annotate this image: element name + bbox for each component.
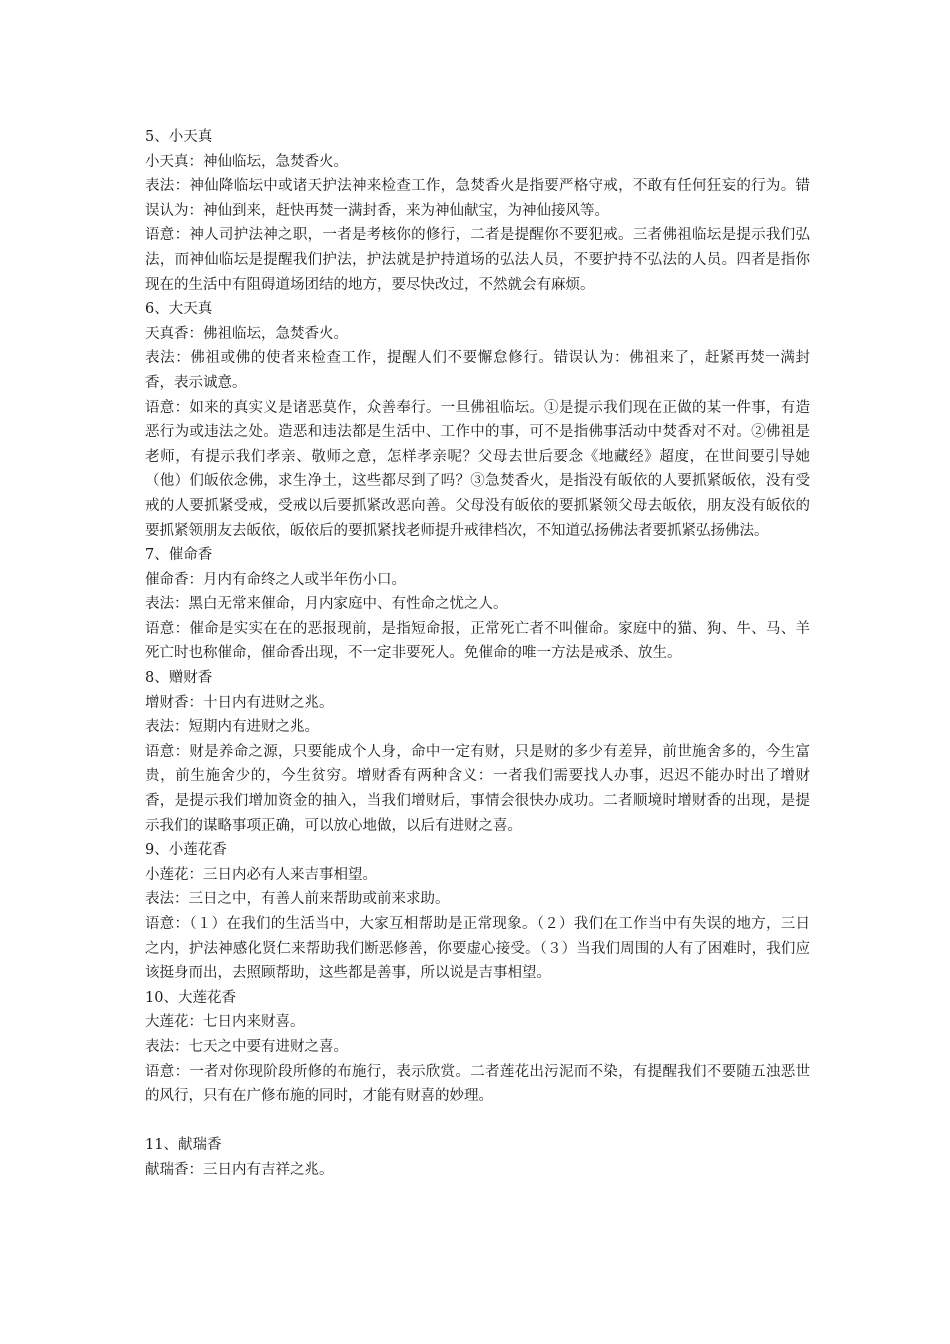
section-11 [145,1133,810,1182]
section-heading: 5、小天真 [145,129,213,145]
section-line: 语意：（１）在我们的生活当中，大家互相帮助是正常现象。（２）我们在工作当中有失误的地方，三日之内，护法神感化贤仁来帮助我们断恶修善，你要虚心接受。（３）当我们周围的人有了困难时，我们应该挺身而出，去照顾帮助，这些都是善事，所以说是吉事相望。 [145,916,810,982]
section-9 [145,838,810,986]
section-line: 语意：财是养命之源，只要能成个人身，命中一定有财，只是财的多少有差异，前世施舍多的，今生富贵，前生施舍少的，今生贫穷。增财香有两种含义：一者我们需要找人办事，迟迟不能办时出了增财香，是提示我们增加资金的抽入，当我们增财后，事情会很快办成功。二者顺境时增财香的出现，是提示我们的谋略事项正确，可以放心地做，以后有进财之喜。 [145,743,810,834]
section-line: 语意：一者对你现阶段所修的布施行，表示欣赏。二者莲花出污泥而不染，有提醒我们不要随五浊恶世的风行，只有在广修布施的同时，才能有财喜的妙理。 [145,1063,810,1105]
section-10 [145,986,810,1109]
section-heading: 8、赠财香 [145,670,213,687]
section-line: 语意：催命是实实在在的恶报现前，是指短命报，正常死亡者不叫催命。家庭中的猫、狗、牛、马、羊死亡时也称催命，催命香出现，不一定非要死人。免催命的唯一方法是戒杀、放生。 [145,620,810,662]
section-7 [145,543,810,666]
section-heading: 6、大天真 [145,301,213,318]
section-line: 小天真：神仙临坛，急焚香火。 [145,153,348,170]
section-line: 语意：如来的真实义是诸恶莫作，众善奉行。一旦佛祖临坛。①是提示我们现在正做的某一件事，有造恶行为或违法之处。造恶和违法都是生活中、工作中的事，可不是指佛事活动中焚香对不对。②佛祖是老师，有提示我们孝亲、敬师之意，怎样孝亲呢？父母去世后要念《地藏经》超度，在世间要引导她（他）们皈依念佛，求生净土，这些都尽到了吗？③急焚香火，是指没有皈依的人要抓紧皈依，没有受戒的人要抓紧受戒，受戒以后要抓紧改恶向善。父母没有皈依的要抓紧领父母去皈依，朋友没有皈依的要抓紧领朋友去皈依，皈依后的要抓紧找老师提升戒律档次，不知道弘扬佛法者要抓紧弘扬佛法。 [145,399,810,539]
section-line: 小莲花：三日内必有人来吉事相望。 [145,866,377,883]
section-line: 天真香：佛祖临坛，急焚香火。 [145,325,348,342]
section-6 [145,297,810,543]
section-line: 语意：神人司护法神之职，一者是考核你的修行，二者是提醒你不要犯戒。三者佛祖临坛是提示我们弘法，而神仙临坛是提醒我们护法，护法就是护持道场的弘法人员，不要护持不弘法的人员。四者是指你现在的生活中有阻碍道场团结的地方，要尽快改过，不然就会有麻烦。 [145,227,810,293]
blank-line [145,1109,810,1134]
section-line: 催命香：月内有命终之人或半年伤小口。 [145,571,406,588]
section-heading: 11、献瑞香 [145,1137,222,1154]
document-page [145,125,810,1183]
section-heading: 9、小莲花香 [145,842,227,859]
section-5 [145,125,810,297]
section-line: 表法：短期内有进财之兆。 [145,719,319,736]
section-line: 表法：佛祖或佛的使者来检查工作，提醒人们不要懈怠修行。错误认为：佛祖来了，赶紧再焚一满封香，表示诚意。 [145,350,810,391]
section-line: 表法：神仙降临坛中或诸天护法神来检查工作，急焚香火是指要严格守戒，不敢有任何狂妄的行为。错误认为：神仙到来，赶快再焚一满封香，来为神仙献宝，为神仙接风等。 [145,178,810,219]
section-heading: 7、催命香 [145,547,213,564]
section-heading: 10、大莲花香 [145,989,236,1006]
section-line: 增财香：十日内有进财之兆。 [145,694,334,711]
section-8 [145,666,810,838]
section-line: 献瑞香：三日内有吉祥之兆。 [145,1161,334,1178]
section-line: 表法：黑白无常来催命，月内家庭中、有性命之忧之人。 [145,596,508,613]
section-line: 表法：七天之中要有进财之喜。 [145,1038,348,1055]
section-line: 表法：三日之中，有善人前来帮助或前来求助。 [145,891,450,908]
section-line: 大莲花：七日内来财喜。 [145,1014,305,1031]
